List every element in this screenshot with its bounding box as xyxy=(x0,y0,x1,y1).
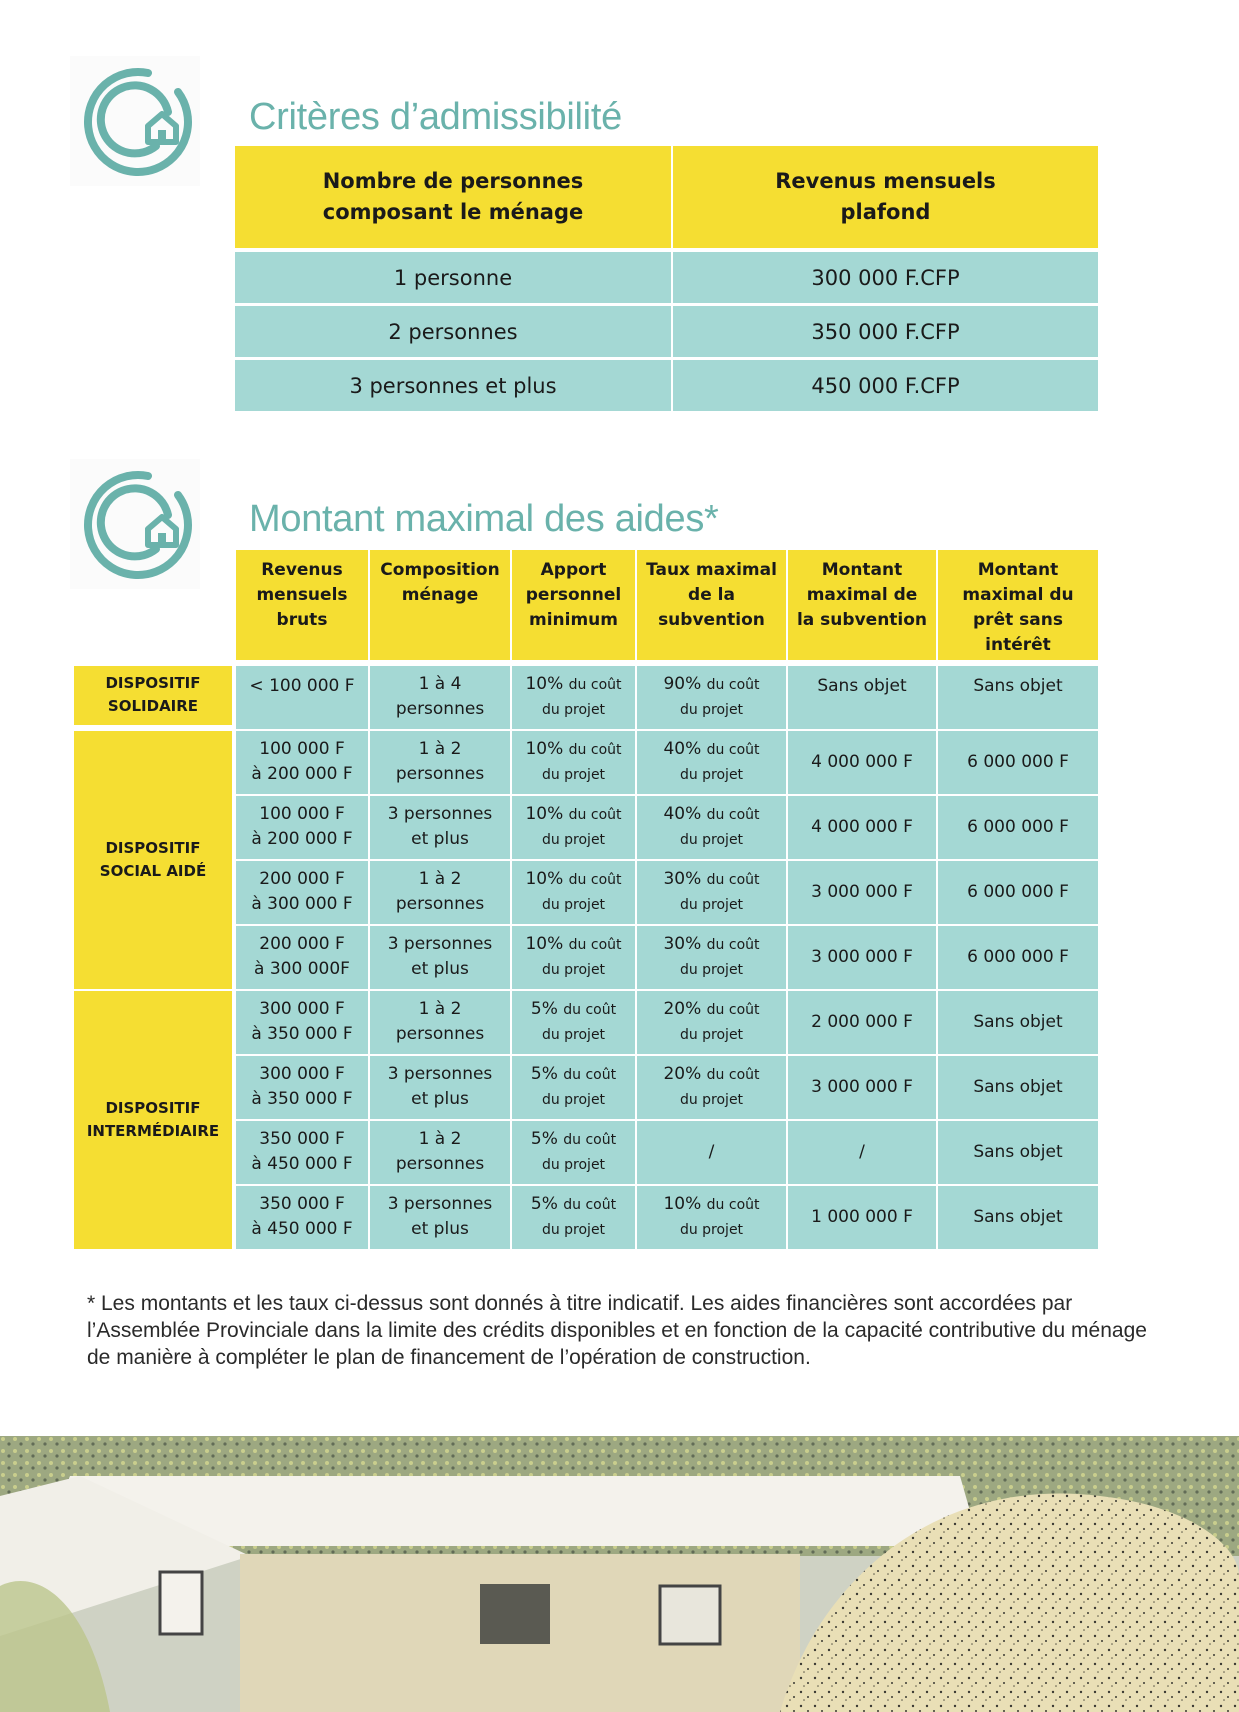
apport-cell: 10% du coût du projet xyxy=(512,666,635,729)
revenus-cell: 350 000 F à 450 000 F xyxy=(236,1186,368,1249)
group-social-aide: DISPOSITIF SOCIAL AIDÉ xyxy=(74,731,232,989)
section-title-admissibilite: Critères d’admissibilité xyxy=(249,96,622,138)
composition-cell: 1 à 4 personnes xyxy=(370,666,510,729)
composition-cell: 1 à 2 personnes xyxy=(370,1121,510,1184)
household-size-cell: 2 personnes xyxy=(235,306,671,357)
composition-cell: 3 personnes et plus xyxy=(370,1056,510,1119)
table-row xyxy=(235,360,1098,411)
revenus-cell: 300 000 F à 350 000 F xyxy=(236,991,368,1054)
income-ceiling-cell: 450 000 F.CFP xyxy=(673,360,1098,411)
table-row xyxy=(235,306,1098,357)
subvention-cell: 4 000 000 F xyxy=(788,796,936,859)
header-composition: Composition ménage xyxy=(370,550,510,660)
taux-cell: 40% du coût du projet xyxy=(637,731,786,794)
taux-cell: 40% du coût du projet xyxy=(637,796,786,859)
revenus-cell: < 100 000 F xyxy=(236,666,368,729)
apport-cell: 10% du coût du projet xyxy=(512,731,635,794)
taux-cell: 30% du coût du projet xyxy=(637,861,786,924)
subvention-cell: 3 000 000 F xyxy=(788,926,936,989)
income-ceiling-cell: 350 000 F.CFP xyxy=(673,306,1098,357)
apport-cell: 5% du coût du projet xyxy=(512,1056,635,1119)
subvention-cell: Sans objet xyxy=(788,666,936,729)
pret-cell: Sans objet xyxy=(938,1056,1098,1119)
pret-cell: Sans objet xyxy=(938,1186,1098,1249)
composition-cell: 1 à 2 personnes xyxy=(370,731,510,794)
revenus-cell: 100 000 F à 200 000 F xyxy=(236,796,368,859)
household-size-cell: 1 personne xyxy=(235,252,671,303)
admissibility-table xyxy=(235,146,1098,411)
header-taux: Taux maximal de la subvention xyxy=(637,550,786,660)
subvention-cell: / xyxy=(788,1121,936,1184)
taux-cell: 20% du coût du projet xyxy=(637,991,786,1054)
taux-cell: 90% du coût du projet xyxy=(637,666,786,729)
pret-cell: 6 000 000 F xyxy=(938,861,1098,924)
apport-cell: 5% du coût du projet xyxy=(512,1186,635,1249)
revenus-cell: 350 000 F à 450 000 F xyxy=(236,1121,368,1184)
pret-cell: Sans objet xyxy=(938,666,1098,729)
table-header-row xyxy=(235,146,1098,248)
header-household-size: Nombre de personnes composant le ménage xyxy=(235,146,671,248)
subvention-cell: 2 000 000 F xyxy=(788,991,936,1054)
pret-cell: Sans objet xyxy=(938,1121,1098,1184)
composition-cell: 3 personnes et plus xyxy=(370,926,510,989)
house-spiral-logo-icon xyxy=(70,56,200,186)
header-pret: Montant maximal du prêt sans intérêt xyxy=(938,550,1098,660)
composition-cell: 1 à 2 personnes xyxy=(370,991,510,1054)
group-intermediaire: DISPOSITIF INTERMÉDIAIRE xyxy=(74,991,232,1249)
apport-cell: 10% du coût du projet xyxy=(512,796,635,859)
taux-cell: 30% du coût du projet xyxy=(637,926,786,989)
composition-cell: 1 à 2 personnes xyxy=(370,861,510,924)
subvention-cell: 1 000 000 F xyxy=(788,1186,936,1249)
pret-cell: 6 000 000 F xyxy=(938,731,1098,794)
apport-cell: 5% du coût du projet xyxy=(512,991,635,1054)
apport-cell: 5% du coût du projet xyxy=(512,1121,635,1184)
subvention-cell: 4 000 000 F xyxy=(788,731,936,794)
income-ceiling-cell: 300 000 F.CFP xyxy=(673,252,1098,303)
taux-cell: 10% du coût du projet xyxy=(637,1186,786,1249)
taux-cell: 20% du coût du projet xyxy=(637,1056,786,1119)
header-revenus: Revenus mensuels bruts xyxy=(236,550,368,660)
house-photo xyxy=(0,1436,1239,1712)
header-apport: Apport personnel minimum xyxy=(512,550,635,660)
group-solidaire: DISPOSITIF SOLIDAIRE xyxy=(74,666,232,725)
section-title-montant: Montant maximal des aides* xyxy=(249,498,719,540)
taux-cell: / xyxy=(637,1121,786,1184)
revenus-cell: 200 000 F à 300 000 F xyxy=(236,861,368,924)
apport-cell: 10% du coût du projet xyxy=(512,926,635,989)
revenus-cell: 200 000 F à 300 000F xyxy=(236,926,368,989)
apport-cell: 10% du coût du projet xyxy=(512,861,635,924)
pret-cell: Sans objet xyxy=(938,991,1098,1054)
revenus-cell: 100 000 F à 200 000 F xyxy=(236,731,368,794)
composition-cell: 3 personnes et plus xyxy=(370,1186,510,1249)
pret-cell: 6 000 000 F xyxy=(938,796,1098,859)
composition-cell: 3 personnes et plus xyxy=(370,796,510,859)
pret-cell: 6 000 000 F xyxy=(938,926,1098,989)
header-subvention: Montant maximal de la subvention xyxy=(788,550,936,660)
revenus-cell: 300 000 F à 350 000 F xyxy=(236,1056,368,1119)
subvention-cell: 3 000 000 F xyxy=(788,1056,936,1119)
subvention-cell: 3 000 000 F xyxy=(788,861,936,924)
header-income-ceiling: Revenus mensuels plafond xyxy=(673,146,1098,248)
house-spiral-logo-icon xyxy=(70,459,200,589)
household-size-cell: 3 personnes et plus xyxy=(235,360,671,411)
footnote: * Les montants et les taux ci-dessus sont donnés à titre indicatif. Les aides financières sont accordées par l’Assemblée Provinciale dans la limite des crédits disponibles et en fonction de la capacité contributive du ménage de manière à compléter le plan de financement de l’opération de construction. xyxy=(87,1292,1147,1369)
table-row xyxy=(235,252,1098,303)
